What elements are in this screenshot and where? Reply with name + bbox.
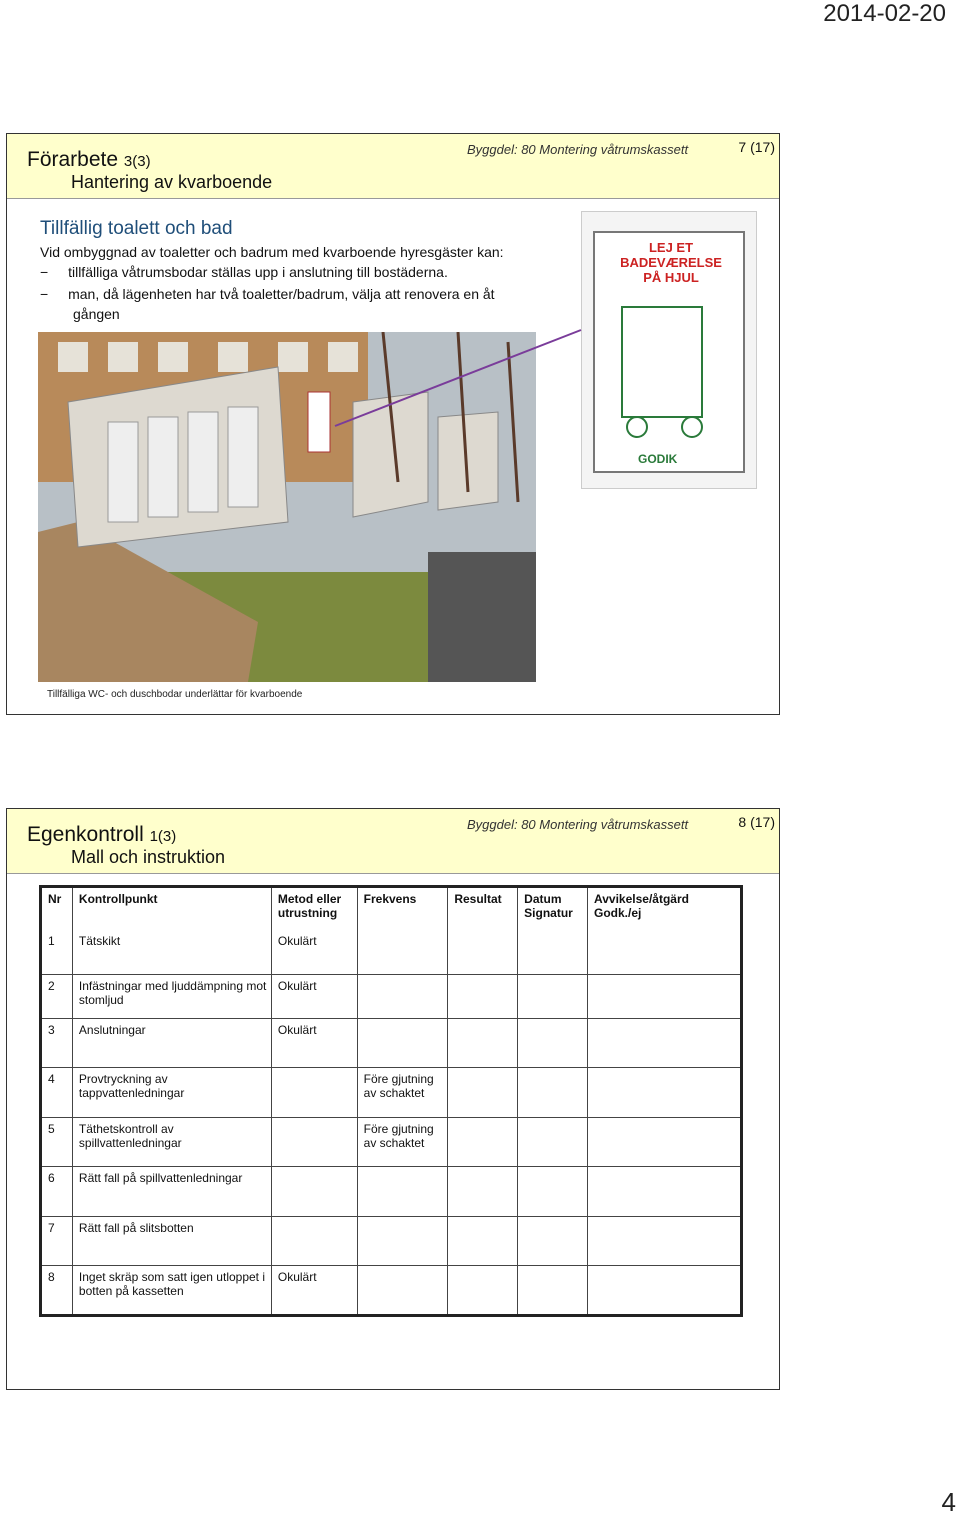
section-heading: Tillfällig toalett och bad [40,218,233,239]
table-row: 7 Rätt fall på slitsbotten [41,1216,742,1265]
col-header-frekvens: Frekvens [357,887,448,931]
poster-brand: GODIK [638,452,678,466]
slide-8 [6,808,780,1390]
table-row: 2 Infästningar med ljuddämpning mot stomljud Okulärt [41,974,742,1018]
intro-text: Vid ombyggnad av toaletter och badrum med kvarboende hyresgäster kan: [40,244,504,260]
bullet-continuation: gången [73,306,120,322]
col-header-resultat: Resultat [448,887,518,931]
slide-header [7,134,779,199]
page-number: 4 [941,1487,956,1517]
col-header-nr: Nr [41,887,73,931]
poster-text: LEJ ET BADEVÆRELSE PÅ HJUL [620,240,722,285]
bullet-item: − man, då lägenheten har två toaletter/badrum, välja att renovera en åt [40,286,495,302]
dash-icon: − [40,264,49,280]
slide-subtitle: Mall och instruktion [71,847,226,867]
slide-title: Egenkontroll 1(3) [27,823,177,846]
photo-caption: Tillfälliga WC- och duschbodar underlättar för kvarboende [47,689,303,700]
bullet-item: − tillfälliga våtrumsbodar ställas upp i anslutning till bostäderna. [40,264,448,280]
slide-title: Förarbete 3(3) [27,148,151,171]
byggdel-label: Byggdel: 80 Montering våtrumskassett [467,142,689,157]
col-header-metod: Metod eller utrustning [271,887,357,931]
table-row: 4 Provtryckning av tappvattenledningar Före gjutning av schaktet [41,1067,742,1117]
slide-number: 8 (17) [738,814,775,830]
table-row: 3 Anslutningar Okulärt [41,1018,742,1067]
dash-icon: − [40,286,49,302]
slide-number: 7 (17) [738,139,775,155]
table-header-row [41,887,742,931]
slide-header [7,809,779,874]
control-table [39,885,743,1317]
print-date: 2014-02-20 [823,0,946,27]
table-row: 5 Täthetskontroll av spillvattenledningar Före gjutning av schaktet [41,1117,742,1166]
slide-7 [6,133,780,715]
table-row: 8 Inget skräp som satt igen utloppet i botten på kassetten Okulärt [41,1265,742,1315]
col-header-kontrollpunkt: Kontrollpunkt [72,887,271,931]
col-header-avvikelse: Avvikelse/åtgärd Godk./ej [588,887,742,931]
pointer-arrow [327,324,587,434]
col-header-datum: Datum Signatur [518,887,588,931]
slide-subtitle: Hantering av kvarboende [71,172,273,192]
poster-image [581,211,757,489]
table-row: 6 Rätt fall på spillvattenledningar [41,1166,742,1216]
byggdel-label: Byggdel: 80 Montering våtrumskassett [467,817,689,832]
table-row: 1 Tätskikt Okulärt [41,930,742,974]
